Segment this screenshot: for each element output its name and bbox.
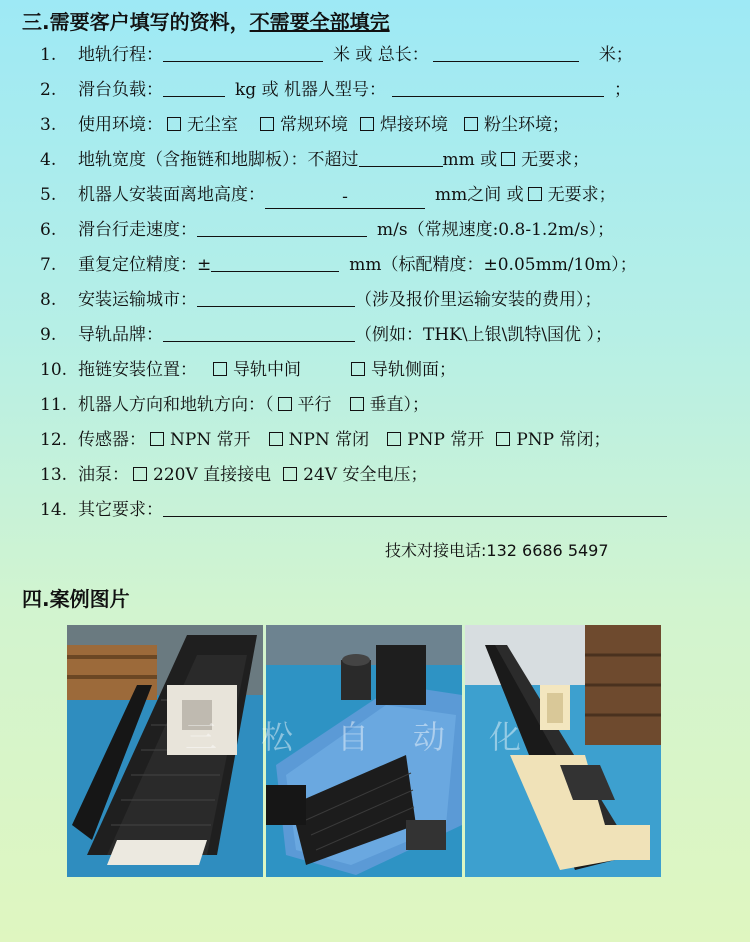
option-label: 焊接环境 [380, 115, 448, 135]
section3-title [22, 6, 390, 35]
item-number: 12. [40, 430, 68, 450]
range-dash: - [342, 187, 348, 207]
item-label: ； [614, 80, 631, 100]
item-label: 安装运输城市： [78, 290, 197, 310]
option-label: 平行 [297, 395, 332, 415]
total-length-field[interactable] [433, 41, 579, 62]
height-no-requirement-checkbox[interactable] [528, 187, 542, 201]
pnp-no-checkbox[interactable] [387, 432, 401, 446]
item-number: 11. [40, 395, 68, 415]
item-label: 滑台负载： [78, 80, 163, 100]
item-number: 4. [40, 150, 57, 170]
item-label: mm 或 [442, 150, 498, 170]
pump-220v-checkbox[interactable] [133, 467, 147, 481]
stroke-field[interactable] [163, 41, 323, 62]
watermark: 三松自动化 [184, 718, 565, 756]
item-label: 地轨宽度（含拖链和地脚板）：不超过 [78, 150, 359, 170]
item-number: 1. [40, 45, 57, 65]
item-label: 油泵： [78, 465, 129, 485]
item-number: 13. [40, 465, 68, 485]
item-number: 9. [40, 325, 57, 345]
section3-title-text: 需要客户填写的资料， [49, 10, 250, 34]
item-number: 2. [40, 80, 57, 100]
item-label: 重复定位精度：± [78, 255, 212, 275]
chain-middle-checkbox[interactable] [213, 362, 227, 376]
tech-contact-phone: 技术对接电话:132 6686 5497 [385, 541, 609, 560]
option-label: 导轨侧面； [371, 360, 456, 380]
item-11 [40, 390, 429, 420]
item-4 [40, 145, 589, 175]
item-number: 5. [40, 185, 57, 205]
item-5 [40, 180, 616, 210]
item-6 [40, 215, 614, 245]
item-label: （涉及报价里运输安装的费用）； [355, 290, 602, 310]
npn-nc-checkbox[interactable] [269, 432, 283, 446]
item-label: m/s（常规速度:0.8-1.2m/s）； [377, 220, 615, 240]
item-label: 传感器： [78, 430, 146, 450]
load-field[interactable] [163, 76, 225, 97]
option-label: 粉尘环境； [484, 115, 569, 135]
item-label: 机器人安装面离地高度： [78, 185, 265, 205]
option-label: 无要求； [521, 150, 590, 170]
robot-model-field[interactable] [392, 76, 604, 97]
option-label: 常规环境 [280, 115, 348, 135]
item-12 [40, 425, 611, 455]
item-label: （例如：THK\上银\凯特\国优 ）； [355, 325, 612, 345]
option-label: 导轨中间 [233, 360, 301, 380]
item-label: 拖链安装位置： [78, 360, 197, 380]
item-2 [40, 75, 631, 105]
section4-title: 四.案例图片 [22, 587, 130, 611]
item-label: 米 或 总长： [333, 45, 429, 65]
item-label: mm之间 或 [435, 185, 524, 205]
item-number: 10. [40, 360, 68, 380]
case-photo-1 [67, 625, 263, 877]
option-label: 无尘室 [187, 115, 238, 135]
unit-label: 米； [598, 45, 633, 65]
item-number: 6. [40, 220, 57, 240]
vertical-checkbox[interactable] [350, 397, 364, 411]
option-label: PNP 常闭； [516, 430, 611, 450]
item-1 [40, 40, 633, 70]
option-label: 无要求； [547, 185, 616, 205]
item-13 [40, 460, 427, 490]
city-field[interactable] [197, 286, 355, 307]
item-label: kg 或 机器人型号： [235, 80, 386, 100]
item-label: 其它要求： [78, 500, 163, 520]
item-number: 14. [40, 500, 68, 520]
option-label: PNP 常开 [407, 430, 485, 450]
case-photo-3 [465, 625, 661, 877]
cleanroom-checkbox[interactable] [167, 117, 181, 131]
normal-env-checkbox[interactable] [260, 117, 274, 131]
option-label: 220V 直接接电 [153, 465, 272, 485]
rail-brand-field[interactable] [163, 321, 355, 342]
dusty-env-checkbox[interactable] [464, 117, 478, 131]
npn-no-checkbox[interactable] [150, 432, 164, 446]
case-photos [67, 625, 661, 877]
item-number: 7. [40, 255, 57, 275]
width-no-requirement-checkbox[interactable] [501, 152, 515, 166]
option-label: 24V 安全电压； [303, 465, 428, 485]
parallel-checkbox[interactable] [278, 397, 292, 411]
pnp-nc-checkbox[interactable] [496, 432, 510, 446]
item-label: 机器人方向和地轨方向：（ [78, 395, 274, 415]
pump-24v-checkbox[interactable] [283, 467, 297, 481]
item-14 [40, 495, 667, 525]
item-number: 3. [40, 115, 57, 135]
item-label: 导轨品牌： [78, 325, 163, 345]
section3-title-underlined: 不需要全部填完 [249, 10, 390, 34]
item-label: mm（标配精度：±0.05mm/10m）； [349, 255, 637, 275]
option-label: NPN 常闭 [288, 430, 370, 450]
precision-field[interactable] [211, 251, 339, 272]
item-label: 地轨行程： [78, 45, 163, 65]
height-range-field[interactable] [265, 188, 425, 209]
other-requirements-field[interactable] [163, 496, 667, 517]
item-label: 使用环境： [78, 115, 163, 135]
case-photo-2 [266, 625, 462, 877]
item-3 [40, 110, 569, 140]
item-10 [40, 355, 456, 385]
item-8 [40, 285, 602, 315]
speed-field[interactable] [197, 216, 367, 237]
option-label: 垂直）； [369, 395, 429, 415]
welding-env-checkbox[interactable] [360, 117, 374, 131]
chain-side-checkbox[interactable] [351, 362, 365, 376]
option-label: NPN 常开 [170, 430, 251, 450]
item-7 [40, 250, 637, 280]
item-number: 8. [40, 290, 57, 310]
section3-prefix: 三. [22, 10, 50, 34]
width-field[interactable] [359, 146, 443, 167]
item-label: 滑台行走速度： [78, 220, 197, 240]
item-9 [40, 320, 612, 350]
